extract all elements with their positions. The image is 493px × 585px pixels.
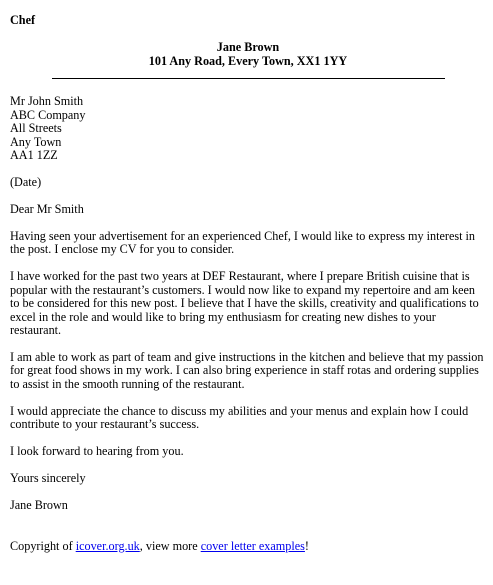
body-paragraph: I have worked for the past two years at DEF Restaurant, where I prepare British cuisine that is popular with the restaurant’s customers. I would now like to expand my repertoire and am keen to be considered for this new post. I believe that I have the skills, creativity and qualifications to excel in the role and would like to bring my enthusiasm for creating new dishes to your restaurant. <box>10 269 479 338</box>
cover-letter-examples-link[interactable]: cover letter examples <box>200 538 305 553</box>
recipient-line: Mr John Smith <box>10 94 84 109</box>
letter-date: (Date) <box>10 175 42 190</box>
recipient-line: All Streets <box>10 121 62 136</box>
letter-page <box>10 14 486 553</box>
sender-name: Jane Brown <box>216 40 280 55</box>
recipient-line: Any Town <box>10 134 62 149</box>
copyright-footer <box>10 540 486 553</box>
footer-middle: , view more <box>139 538 201 553</box>
salutation: Dear Mr Smith <box>10 202 84 217</box>
sender-header <box>10 40 486 68</box>
recipient-line: ABC Company <box>10 107 86 122</box>
body-paragraph: Having seen your advertisement for an experienced Chef, I would like to express my interest in the post. I enclose my CV for you to consider. <box>10 229 476 257</box>
footer-suffix: ! <box>304 538 309 553</box>
body-paragraph: I am able to work as part of team and give instructions in the kitchen and believe that my passion for great food shows in my work. I can also bring experience in staff rotas and ordering supplies to assist in the smooth running of the restaurant. <box>10 350 484 391</box>
footer-prefix: Copyright of <box>10 538 76 553</box>
body-paragraph: I would appreciate the chance to discuss my abilities and your menus and explain how I could contribute to your restaurant’s success. <box>10 403 469 432</box>
document-title: Chef <box>10 13 36 27</box>
closing: Yours sincerely <box>10 471 86 486</box>
site-link[interactable]: icover.org.uk <box>75 538 140 553</box>
sender-address: 101 Any Road, Every Town, XX1 1YY <box>148 54 348 69</box>
header-divider <box>52 78 445 79</box>
recipient-address <box>10 95 486 162</box>
body-paragraph: I look forward to hearing from you. <box>10 444 184 459</box>
recipient-line: AA1 1ZZ <box>10 148 58 163</box>
signature-name: Jane Brown <box>10 498 68 513</box>
